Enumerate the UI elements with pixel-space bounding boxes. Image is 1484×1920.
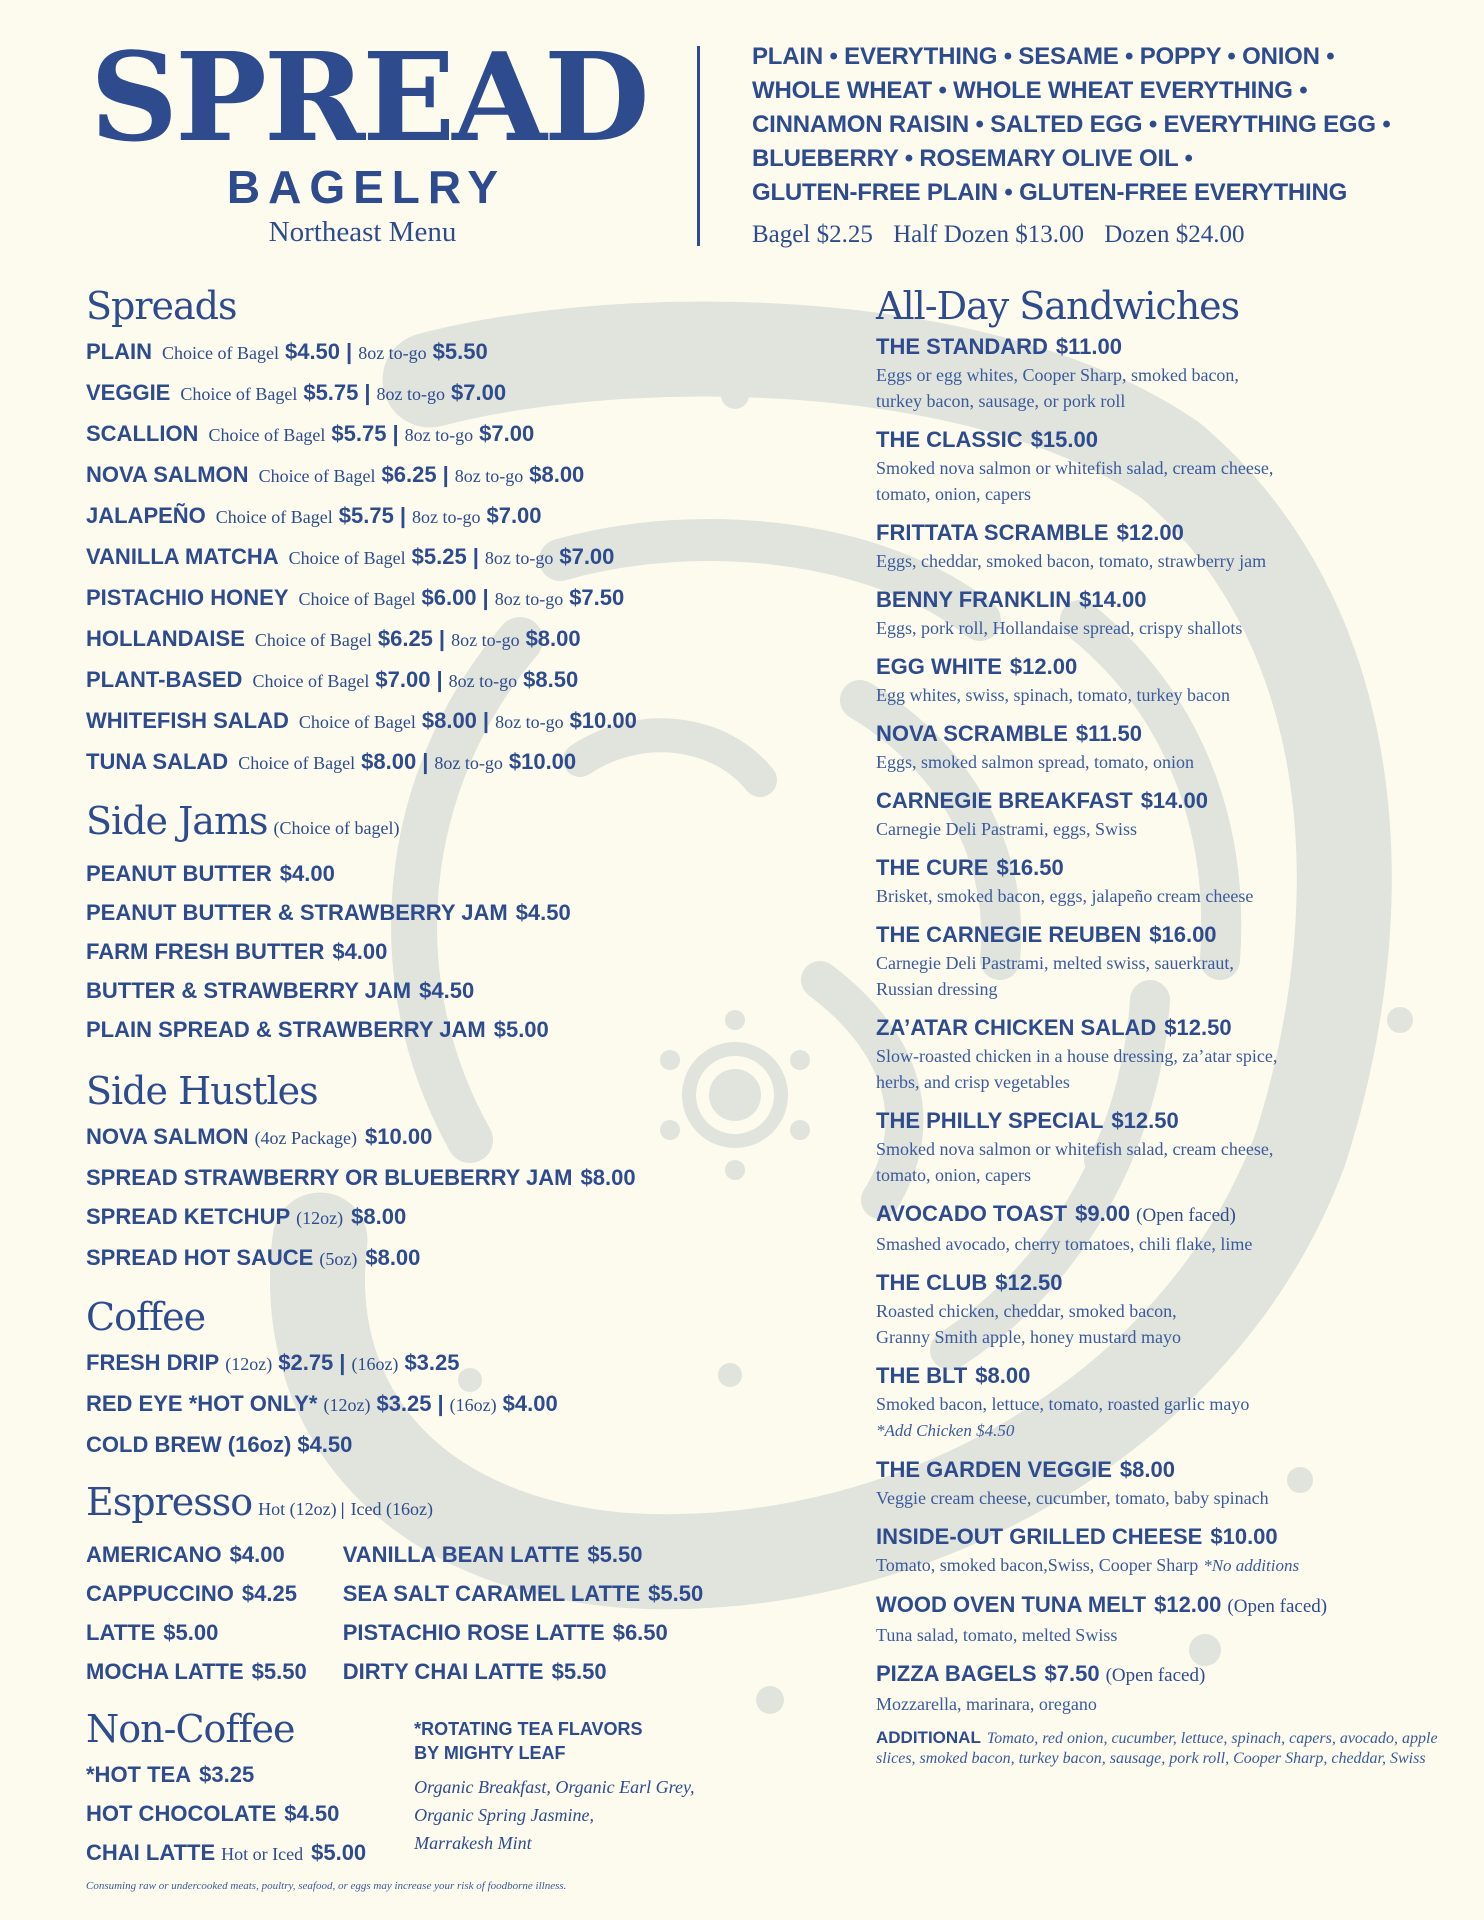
togo-price: $7.00: [486, 503, 542, 528]
item-name: AMERICANO: [86, 1542, 222, 1567]
item-price: $5.50: [648, 1581, 704, 1606]
sandwich-item: [876, 425, 1466, 507]
sandwich-heading: [876, 1106, 1466, 1136]
item-size: (16oz): [351, 1354, 399, 1374]
list-item: VEGGIE Choice of Bagel $5.75 | 8oz to-go $7.00: [86, 380, 507, 405]
sandwich-price: $8.00: [975, 1363, 1031, 1388]
item-size: (4oz Package): [254, 1128, 358, 1148]
sandwich-extra: [876, 1417, 1466, 1444]
togo-price: $7.00: [479, 421, 535, 446]
item-note: Hot or Iced: [221, 1844, 304, 1864]
description-text: Tomato, smoked bacon,Swiss, Cooper Sharp: [876, 1555, 1199, 1575]
item-price: $4.00: [229, 1542, 285, 1567]
non-coffee-list: [86, 1755, 366, 1874]
sandwich-name: THE CLUB: [876, 1270, 988, 1295]
sandwich-name: AVOCADO TOAST: [876, 1201, 1068, 1226]
sandwich-description: herbs, and crisp vegetables: [876, 1072, 1070, 1092]
sandwich-price: $12.50: [1111, 1108, 1179, 1133]
section-title-sandwiches: All-Day Sandwiches: [876, 284, 1240, 328]
item-name: CAPPUCCINO: [86, 1581, 234, 1606]
list-item: TUNA SALAD Choice of Bagel $8.00 | 8oz to-go $10.00: [86, 749, 577, 774]
additional-text: Tomato, red onion, cucumber, lettuce, spinach, capers, avocado, apple slices, smoked bacon, turkey bacon, sausage, pork roll, Cooper Sharp, cheddar, Swiss: [876, 1730, 1438, 1767]
tea-head: BY MIGHTY LEAF: [414, 1743, 566, 1763]
list-item: [86, 1535, 307, 1574]
sandwich-description: Carnegie Deli Pastrami, eggs, Swiss: [876, 819, 1137, 839]
item-name: NOVA SALMON: [86, 1124, 249, 1149]
choice-label: Choice of Bagel: [288, 548, 406, 568]
sandwich-item: [876, 786, 1466, 842]
food-safety-disclaimer: Consuming raw or undercooked meats, poultry, seafood, or eggs may increase your risk of foodborne illness.: [86, 1880, 567, 1892]
togo-price: $8.00: [525, 626, 581, 651]
item-price: $8.00: [351, 1204, 407, 1229]
item-name: NOVA SALMON: [86, 462, 249, 487]
item-name: VEGGIE: [86, 380, 171, 405]
item-price: $4.25: [241, 1581, 297, 1606]
choice-label: Choice of Bagel: [180, 384, 298, 404]
sandwich-extra: *No additions: [1203, 1556, 1300, 1575]
item-name: PLAIN: [86, 339, 152, 364]
list-item: [86, 1833, 366, 1874]
section-title-coffee: Coffee: [86, 1295, 206, 1339]
flavor-line: CINNAMON RAISIN • SALTED EGG • EVERYTHING EGG •: [752, 111, 1391, 138]
sandwich-price: $14.00: [1079, 587, 1147, 612]
item-name: PEANUT BUTTER: [86, 861, 272, 886]
sandwich-name: THE CLASSIC: [876, 427, 1023, 452]
sandwich-item: [876, 1590, 1466, 1648]
list-item: [86, 854, 826, 893]
item-name: HOT CHOCOLATE: [86, 1801, 277, 1826]
togo-price: $7.50: [569, 585, 625, 610]
choice-label: Choice of Bagel: [258, 466, 376, 486]
sandwich-price: $14.00: [1140, 788, 1208, 813]
item-name: FRESH DRIP: [86, 1350, 220, 1375]
sandwich-heading: [876, 1659, 1466, 1691]
item-price: $5.50: [551, 1659, 607, 1684]
section-title-side-hustles: Side Hustles: [86, 1069, 318, 1113]
item-price: $3.25: [199, 1762, 255, 1787]
sandwich-name: FRITTATA SCRAMBLE: [876, 520, 1109, 545]
additional-label: ADDITIONAL: [876, 1728, 981, 1747]
choice-label: Choice of Bagel: [162, 343, 279, 363]
togo-label: 8oz to-go: [484, 548, 554, 568]
item-name: COLD BREW (16oz): [86, 1432, 292, 1457]
espresso-col-1: [86, 1535, 307, 1691]
espresso-subtitle-iced: Iced (16oz): [350, 1499, 434, 1519]
sandwich-heading: [876, 1455, 1466, 1485]
togo-price: $8.50: [523, 667, 579, 692]
bagel-price: $6.00: [421, 585, 477, 610]
coffee-list: [86, 1343, 826, 1425]
togo-label: 8oz to-go: [376, 384, 446, 404]
item-name: HOLLANDAISE: [86, 626, 245, 651]
sandwich-description: Smoked nova salmon or whitefish salad, cream cheese,: [876, 1139, 1274, 1159]
item-name: SPREAD KETCHUP: [86, 1204, 291, 1229]
item-name: PLAIN SPREAD & STRAWBERRY JAM: [86, 1017, 486, 1042]
additional-toppings: [876, 1728, 1466, 1769]
sandwich-heading: [876, 1522, 1466, 1552]
togo-price: $10.00: [569, 708, 637, 733]
list-item: [86, 893, 826, 932]
item-name: MOCHA LATTE: [86, 1659, 244, 1684]
bagel-price: $6.25: [381, 462, 437, 487]
item-price: $3.25: [404, 1350, 460, 1375]
item-price: $8.00: [365, 1245, 421, 1270]
togo-label: 8oz to-go: [411, 507, 481, 527]
item-name: SPREAD STRAWBERRY OR BLUEBERRY JAM: [86, 1165, 573, 1190]
sandwich-name: ZA’ATAR CHICKEN SALAD: [876, 1015, 1157, 1040]
sandwich-description: Tuna salad, tomato, melted Swiss: [876, 1625, 1118, 1645]
tea-flavor-line: Marrakesh Mint: [414, 1833, 532, 1853]
togo-label: 8oz to-go: [451, 630, 520, 650]
menu-name: Northeast Menu: [268, 216, 457, 248]
side-jams-title: Side Jams: [86, 799, 268, 843]
sandwich-extra-text: *Add Chicken $4.50: [876, 1421, 1015, 1440]
list-item: [86, 1574, 307, 1613]
item-price: $5.00: [493, 1017, 549, 1042]
bagel-price: $5.75: [331, 421, 387, 446]
item-price: $2.75: [278, 1350, 334, 1375]
list-item: [343, 1652, 703, 1691]
sandwich-name: THE STANDARD: [876, 334, 1048, 359]
section-title-espresso: Espresso Hot (12oz) | Iced (16oz): [86, 1480, 434, 1524]
togo-price: $7.00: [559, 544, 615, 569]
sandwich-note: (Open faced): [1136, 1205, 1236, 1226]
sandwich-price: $12.00: [1116, 520, 1184, 545]
item-size: (12oz): [296, 1208, 344, 1228]
sandwich-price: $12.00: [1154, 1592, 1222, 1617]
item-name: RED EYE *HOT ONLY*: [86, 1391, 318, 1416]
espresso-col-2: [343, 1535, 703, 1691]
sandwich-description: Smoked nova salmon or whitefish salad, cream cheese,: [876, 458, 1274, 478]
list-item: PLAIN Choice of Bagel $4.50 | 8oz to-go $5.50: [86, 339, 488, 364]
list-item: PLANT-BASED Choice of Bagel $7.00 | 8oz to-go $8.50: [86, 667, 579, 692]
choice-label: Choice of Bagel: [298, 589, 416, 609]
sandwich-price: $12.50: [1164, 1015, 1232, 1040]
item-name: TUNA SALAD: [86, 749, 229, 774]
sandwich-price: $8.00: [1119, 1457, 1175, 1482]
sandwich-item: [876, 1199, 1466, 1257]
sandwich-name: THE CURE: [876, 855, 989, 880]
list-item: [86, 1117, 826, 1158]
bagel-price: $5.75: [338, 503, 394, 528]
spreads-list: [86, 332, 826, 783]
non-coffee-section: [86, 1703, 826, 1874]
sandwich-heading: [876, 652, 1466, 682]
list-item: [86, 1652, 307, 1691]
section-title-spreads: Spreads: [86, 284, 237, 328]
bagel-flavors: [752, 40, 1452, 252]
list-item: [86, 932, 826, 971]
sandwich-item: [876, 332, 1466, 414]
sandwich-item: [876, 1522, 1466, 1579]
item-price: $5.00: [311, 1840, 367, 1865]
item-price: $4.00: [332, 939, 388, 964]
item-size: (16oz): [449, 1395, 497, 1415]
espresso-list: [86, 1535, 826, 1691]
choice-label: Choice of Bagel: [298, 712, 416, 732]
item-name: PLANT-BASED: [86, 667, 243, 692]
choice-label: Choice of Bagel: [208, 425, 326, 445]
bagel-prices: [752, 218, 1452, 252]
list-item: NOVA SALMON Choice of Bagel $6.25 | 8oz to-go $8.00: [86, 462, 585, 487]
sandwich-name: THE PHILLY SPECIAL: [876, 1108, 1104, 1133]
item-name: CHAI LATTE: [86, 1840, 216, 1865]
item-name: LATTE: [86, 1620, 156, 1645]
sandwich-name: BENNY FRANKLIN: [876, 587, 1072, 612]
list-item: [86, 1425, 826, 1464]
sandwich-name: THE BLT: [876, 1363, 968, 1388]
sandwich-description: turkey bacon, sausage, or pork roll: [876, 391, 1126, 411]
list-item: VANILLA MATCHA Choice of Bagel $5.25 | 8oz to-go $7.00: [86, 544, 615, 569]
togo-label: 8oz to-go: [454, 466, 524, 486]
choice-label: Choice of Bagel: [238, 753, 356, 773]
bagel-price: $8.00: [361, 749, 417, 774]
item-name: VANILLA BEAN LATTE: [342, 1542, 580, 1567]
section-title-non-coffee: Non-Coffee: [86, 1707, 295, 1751]
list-item: WHITEFISH SALAD Choice of Bagel $8.00 | 8oz to-go $10.00: [86, 708, 637, 733]
sandwich-description: Eggs or egg whites, Cooper Sharp, smoked bacon,: [876, 365, 1239, 385]
item-name: *HOT TEA: [86, 1762, 192, 1787]
togo-price: $10.00: [508, 749, 577, 774]
item-price: $4.00: [279, 861, 335, 886]
sandwich-price: $12.50: [995, 1270, 1063, 1295]
sandwich-item: [876, 1455, 1466, 1511]
sandwich-item: [876, 652, 1466, 708]
dozen-price: Dozen $24.00: [1104, 221, 1245, 248]
sandwich-heading: [876, 920, 1466, 950]
item-name: FARM FRESH BUTTER: [86, 939, 325, 964]
sandwich-description: tomato, onion, capers: [876, 484, 1031, 504]
tea-flavor-line: Organic Spring Jasmine,: [414, 1805, 594, 1825]
togo-price: $8.00: [529, 462, 585, 487]
choice-label: Choice of Bagel: [215, 507, 333, 527]
list-item: SCALLION Choice of Bagel $5.75 | 8oz to-go $7.00: [86, 421, 535, 446]
sandwich-description: Egg whites, swiss, spinach, tomato, turkey bacon: [876, 685, 1230, 705]
sandwich-note: (Open faced): [1105, 1665, 1206, 1686]
sandwich-item: [876, 1106, 1466, 1188]
sandwich-item: [876, 1361, 1466, 1444]
brand-block: [90, 25, 647, 250]
list-item: [86, 971, 826, 1010]
right-column: [876, 280, 1466, 1769]
item-size: (12oz): [323, 1395, 371, 1415]
bagel-price: $8.00: [421, 708, 477, 733]
list-item: PISTACHIO HONEY Choice of Bagel $6.00 | 8oz to-go $7.50: [86, 585, 625, 610]
item-price: $4.50: [284, 1801, 340, 1826]
togo-label: 8oz to-go: [494, 589, 564, 609]
flavor-line: GLUTEN-FREE PLAIN • GLUTEN-FREE EVERYTHING: [752, 179, 1348, 206]
sandwich-heading: [876, 1268, 1466, 1298]
sandwich-description: tomato, onion, capers: [876, 1165, 1031, 1185]
togo-label: 8oz to-go: [358, 343, 427, 363]
sandwich-description: Eggs, pork roll, Hollandaise spread, crispy shallots: [876, 618, 1243, 638]
item-name: PEANUT BUTTER & STRAWBERRY JAM: [86, 900, 508, 925]
sandwich-name: INSIDE-OUT GRILLED CHEESE: [876, 1524, 1203, 1549]
sandwich-price: $12.00: [1009, 654, 1078, 679]
sandwich-price: $11.50: [1075, 721, 1142, 746]
list-item: HOLLANDAISE Choice of Bagel $6.25 | 8oz to-go $8.00: [86, 626, 581, 651]
sandwich-heading: [876, 1199, 1466, 1231]
sandwich-price: $16.00: [1149, 922, 1217, 947]
item-name: BUTTER & STRAWBERRY JAM: [86, 978, 412, 1003]
sandwich-name: PIZZA BAGELS: [876, 1661, 1037, 1686]
sandwich-price: $7.50: [1044, 1661, 1100, 1686]
togo-label: 8oz to-go: [434, 753, 503, 773]
item-name: SEA SALT CARAMEL LATTE: [342, 1581, 641, 1606]
tea-flavor-line: Organic Breakfast, Organic Earl Grey,: [414, 1777, 695, 1797]
side-hustles-list: [86, 1117, 826, 1279]
item-price: $10.00: [365, 1124, 433, 1149]
sandwich-price: $9.00: [1075, 1201, 1131, 1226]
togo-price: $7.00: [451, 380, 507, 405]
bagel-price: $7.00: [375, 667, 431, 692]
sandwich-name: EGG WHITE: [876, 654, 1002, 679]
item-name: PISTACHIO ROSE LATTE: [342, 1620, 605, 1645]
list-item: RED EYE *HOT ONLY* (12oz) $3.25 | (16oz) $4.00: [86, 1391, 558, 1416]
sandwich-heading: [876, 425, 1466, 455]
sandwich-description: Mozzarella, marinara, oregano: [876, 1694, 1097, 1714]
item-name: SCALLION: [86, 421, 199, 446]
sandwich-heading: [876, 1013, 1466, 1043]
choice-label: Choice of Bagel: [254, 630, 372, 650]
sandwich-item: [876, 585, 1466, 641]
sandwich-description: Russian dressing: [876, 979, 998, 999]
tea-flavors: [414, 1773, 734, 1857]
item-price: $4.50: [419, 978, 475, 1003]
sandwich-price: $15.00: [1030, 427, 1098, 452]
sandwich-heading: [876, 1361, 1466, 1391]
section-title-side-jams: [86, 795, 826, 854]
item-price: $5.00: [163, 1620, 219, 1645]
brand-subtitle: BAGELRY: [226, 161, 507, 213]
brand-title: SPREAD: [90, 25, 647, 169]
sandwich-description: Eggs, cheddar, smoked bacon, tomato, strawberry jam: [876, 551, 1267, 571]
item-name: JALAPEÑO: [86, 503, 206, 528]
sandwich-name: WOOD OVEN TUNA MELT: [876, 1592, 1147, 1617]
side-jams-subtitle: (Choice of bagel): [273, 818, 400, 838]
bagel-price: $5.25: [411, 544, 467, 569]
item-price: $5.50: [587, 1542, 643, 1567]
sandwich-description: Carnegie Deli Pastrami, melted swiss, sauerkraut,: [876, 953, 1234, 973]
sandwich-heading: [876, 332, 1466, 362]
bagel-price: Bagel $2.25: [752, 221, 873, 248]
sandwich-item: [876, 1268, 1466, 1350]
list-item: [86, 1197, 826, 1238]
sandwich-note: (Open faced): [1227, 1596, 1328, 1617]
item-price: $3.25: [376, 1391, 432, 1416]
togo-label: 8oz to-go: [448, 671, 518, 691]
sandwich-description: Granny Smith apple, honey mustard mayo: [876, 1327, 1181, 1347]
item-name: PISTACHIO HONEY: [86, 585, 289, 610]
espresso-title: Espresso: [86, 1480, 253, 1524]
sandwich-heading: [876, 853, 1466, 883]
togo-price: $5.50: [432, 339, 488, 364]
choice-label: Choice of Bagel: [252, 671, 370, 691]
item-price: $5.50: [251, 1659, 307, 1684]
item-price: $8.00: [580, 1165, 636, 1190]
list-item: [343, 1574, 703, 1613]
togo-label: 8oz to-go: [495, 712, 564, 732]
sandwich-heading: [876, 719, 1466, 749]
tea-head: *ROTATING TEA FLAVORS: [414, 1719, 643, 1739]
sandwich-description: Smoked bacon, lettuce, tomato, roasted garlic mayo: [876, 1394, 1250, 1414]
sandwich-price: $16.50: [996, 855, 1064, 880]
item-name: DIRTY CHAI LATTE: [342, 1659, 544, 1684]
flavor-line: PLAIN • EVERYTHING • SESAME • POPPY • ONION •: [752, 43, 1335, 70]
sandwich-description: Roasted chicken, cheddar, smoked bacon,: [876, 1301, 1177, 1321]
list-item: FRESH DRIP (12oz) $2.75 | (16oz) $3.25: [86, 1350, 460, 1375]
list-item: [343, 1535, 703, 1574]
tea-note: [414, 1717, 734, 1874]
sandwich-list: [876, 332, 1466, 1717]
list-item: [86, 1794, 366, 1833]
sandwich-item: [876, 1659, 1466, 1717]
sandwich-description: Smashed avocado, cherry tomatoes, chili flake, lime: [876, 1234, 1253, 1254]
sandwich-item: [876, 518, 1466, 574]
sandwich-item: [876, 1013, 1466, 1095]
sandwich-description: [876, 1552, 1466, 1579]
sandwich-heading: [876, 518, 1466, 548]
sandwich-item: [876, 719, 1466, 775]
list-item: [86, 1238, 826, 1279]
list-item: [86, 1755, 366, 1794]
item-name: SPREAD HOT SAUCE: [86, 1245, 314, 1270]
flavor-line: WHOLE WHEAT • WHOLE WHEAT EVERYTHING •: [752, 77, 1308, 104]
sandwich-price: $10.00: [1210, 1524, 1278, 1549]
list-item: [343, 1613, 703, 1652]
sandwich-heading: [876, 1590, 1466, 1622]
header-divider: [697, 46, 700, 246]
sandwich-item: [876, 853, 1466, 909]
item-size: (12oz): [225, 1354, 273, 1374]
togo-label: 8oz to-go: [404, 425, 474, 445]
item-name: VANILLA MATCHA: [86, 544, 279, 569]
list-item: JALAPEÑO Choice of Bagel $5.75 | 8oz to-go $7.00: [86, 503, 542, 528]
sandwich-description: Veggie cream cheese, cucumber, tomato, baby spinach: [876, 1488, 1269, 1508]
bagel-price: $6.25: [377, 626, 433, 651]
espresso-subtitle-hot: Hot (12oz): [258, 1499, 337, 1519]
item-price: $4.00: [502, 1391, 558, 1416]
side-jams-list: [86, 854, 826, 1049]
flavor-line: BLUEBERRY • ROSEMARY OLIVE OIL •: [752, 145, 1193, 172]
sandwich-name: THE GARDEN VEGGIE: [876, 1457, 1112, 1482]
sandwich-name: NOVA SCRAMBLE: [876, 721, 1068, 746]
sandwich-item: [876, 920, 1466, 1002]
sandwich-description: Slow-roasted chicken in a house dressing, za’atar spice,: [876, 1046, 1278, 1066]
sandwich-description: Brisket, smoked bacon, eggs, jalapeño cream cheese: [876, 886, 1254, 906]
bagel-price: $5.75: [303, 380, 359, 405]
item-name: WHITEFISH SALAD: [86, 708, 289, 733]
half-dozen-price: Half Dozen $13.00: [893, 221, 1084, 248]
list-item: [86, 1158, 826, 1197]
sandwich-name: THE CARNEGIE REUBEN: [876, 922, 1142, 947]
list-item: [86, 1613, 307, 1652]
left-column: [86, 280, 826, 1874]
sandwich-name: CARNEGIE BREAKFAST: [876, 788, 1133, 813]
sandwich-heading: [876, 585, 1466, 615]
sandwich-price: $11.00: [1055, 334, 1122, 359]
item-price: $6.50: [612, 1620, 668, 1645]
item-price: $4.50: [515, 900, 571, 925]
bagel-price: $4.50: [284, 339, 341, 364]
sandwich-heading: [876, 786, 1466, 816]
item-price: $4.50: [297, 1432, 353, 1457]
sandwich-description: Eggs, smoked salmon spread, tomato, onion: [876, 752, 1194, 772]
list-item: [86, 1010, 826, 1049]
item-size: (5oz): [319, 1249, 358, 1269]
